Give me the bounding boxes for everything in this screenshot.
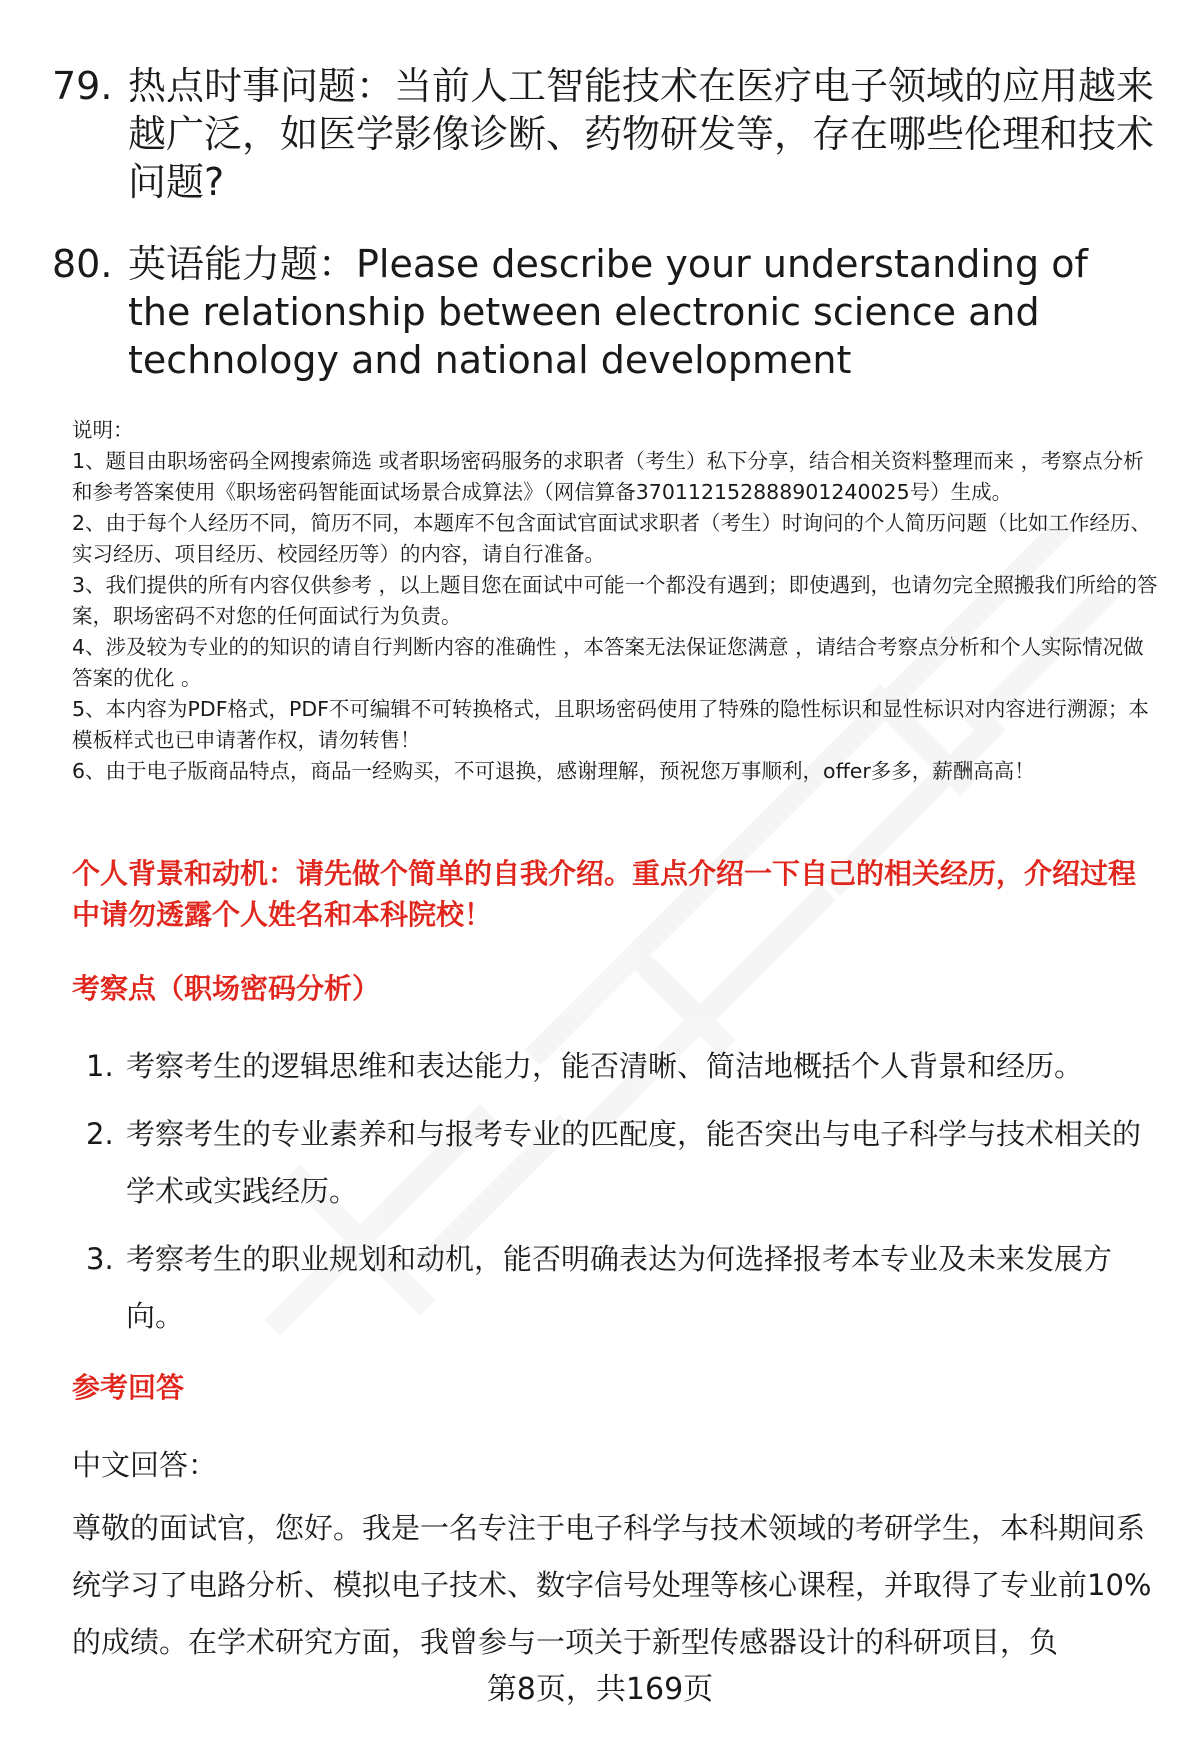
note-item: 6、由于电子版商品特点，商品一经购买，不可退换，感谢理解，预祝您万事顺利，offer多多，薪酬高高！ xyxy=(72,759,1035,783)
question-80 xyxy=(52,240,1162,384)
question-text: 英语能力题：Please describe your understanding of the relationship between electronic science and technology and national development xyxy=(128,242,1088,382)
point-text: 考察考生的职业规划和动机，能否明确表达为何选择报考本专业及未来发展方向。 xyxy=(126,1242,1113,1333)
question-number: 80. xyxy=(52,242,113,286)
chinese-answer-label: 中文回答： xyxy=(72,1448,218,1482)
note-item: 4、涉及较为专业的的知识的请自行判断内容的准确性 ，本答案无法保证您满意 ，请结合考察点分析和个人实际情况做答案的优化 。 xyxy=(72,635,1144,690)
chinese-answer-text: 尊敬的面试官，您好。我是一名专注于电子科学与技术领域的考研学生，本科期间系统学习了电路分析、模拟电子技术、数字信号处理等核心课程，并取得了专业前10%的成绩。在学术研究方面，我曾参与一项关于新型传感器设计的科研项目，负 xyxy=(72,1511,1152,1659)
point-number: 2. xyxy=(86,1117,114,1151)
analysis-points xyxy=(72,1038,1152,1356)
note-item: 2、由于每个人经历不同，简历不同，本题库不包含面试官面试求职者（考生）时询问的个人简历问题（比如工作经历、实习经历、项目经历、校园经历等）的内容，请自行准备。 xyxy=(72,511,1152,566)
note-item: 3、我们提供的所有内容仅供参考 ，以上题目您在面试中可能一个都没有遇到；即使遇到，也请勿完全照搬我们所给的答案，职场密码不对您的任何面试行为负责。 xyxy=(72,573,1158,628)
reference-title: 参考回答 xyxy=(72,1371,185,1404)
question-number: 79. xyxy=(52,64,113,108)
question-text: 热点时事问题：当前人工智能技术在医疗电子领域的应用越来越广泛，如医学影像诊断、药物研发等，存在哪些伦理和技术问题? xyxy=(128,64,1155,204)
question-79 xyxy=(52,62,1162,206)
page-footer: 第8页，共169页 xyxy=(486,1672,714,1707)
notes-heading: 说明： xyxy=(72,418,134,442)
analysis-point xyxy=(72,1038,1152,1095)
motivation-question: 个人背景和动机：请先做个简单的自我介绍。重点介绍一下自己的相关经历，介绍过程中请勿透露个人姓名和本科院校！ xyxy=(72,857,1137,931)
analysis-title: 考察点（职场密码分析） xyxy=(72,972,381,1005)
analysis-point xyxy=(72,1106,1152,1220)
analysis-point xyxy=(72,1231,1152,1345)
note-item: 1、题目由职场密码全网搜索筛选 或者职场密码服务的求职者（考生）私下分享，结合相关资料整理而来 ，考察点分析和参考答案使用《职场密码智能面试场景合成算法》（网信算备370112152888901240025号）生成。 xyxy=(72,449,1144,504)
note-item: 5、本内容为PDF格式，PDF不可编辑不可转换格式，且职场密码使用了特殊的隐性标识和显性标识对内容进行溯源；本模板样式也已申请著作权，请勿转售！ xyxy=(72,697,1149,752)
point-text: 考察考生的逻辑思维和表达能力，能否清晰、简洁地概括个人背景和经历。 xyxy=(126,1049,1084,1083)
point-number: 1. xyxy=(86,1049,114,1083)
disclaimer-notes xyxy=(72,415,1162,787)
point-number: 3. xyxy=(86,1242,114,1276)
point-text: 考察考生的专业素养和与报考专业的匹配度，能否突出与电子科学与技术相关的学术或实践经历。 xyxy=(126,1117,1142,1208)
